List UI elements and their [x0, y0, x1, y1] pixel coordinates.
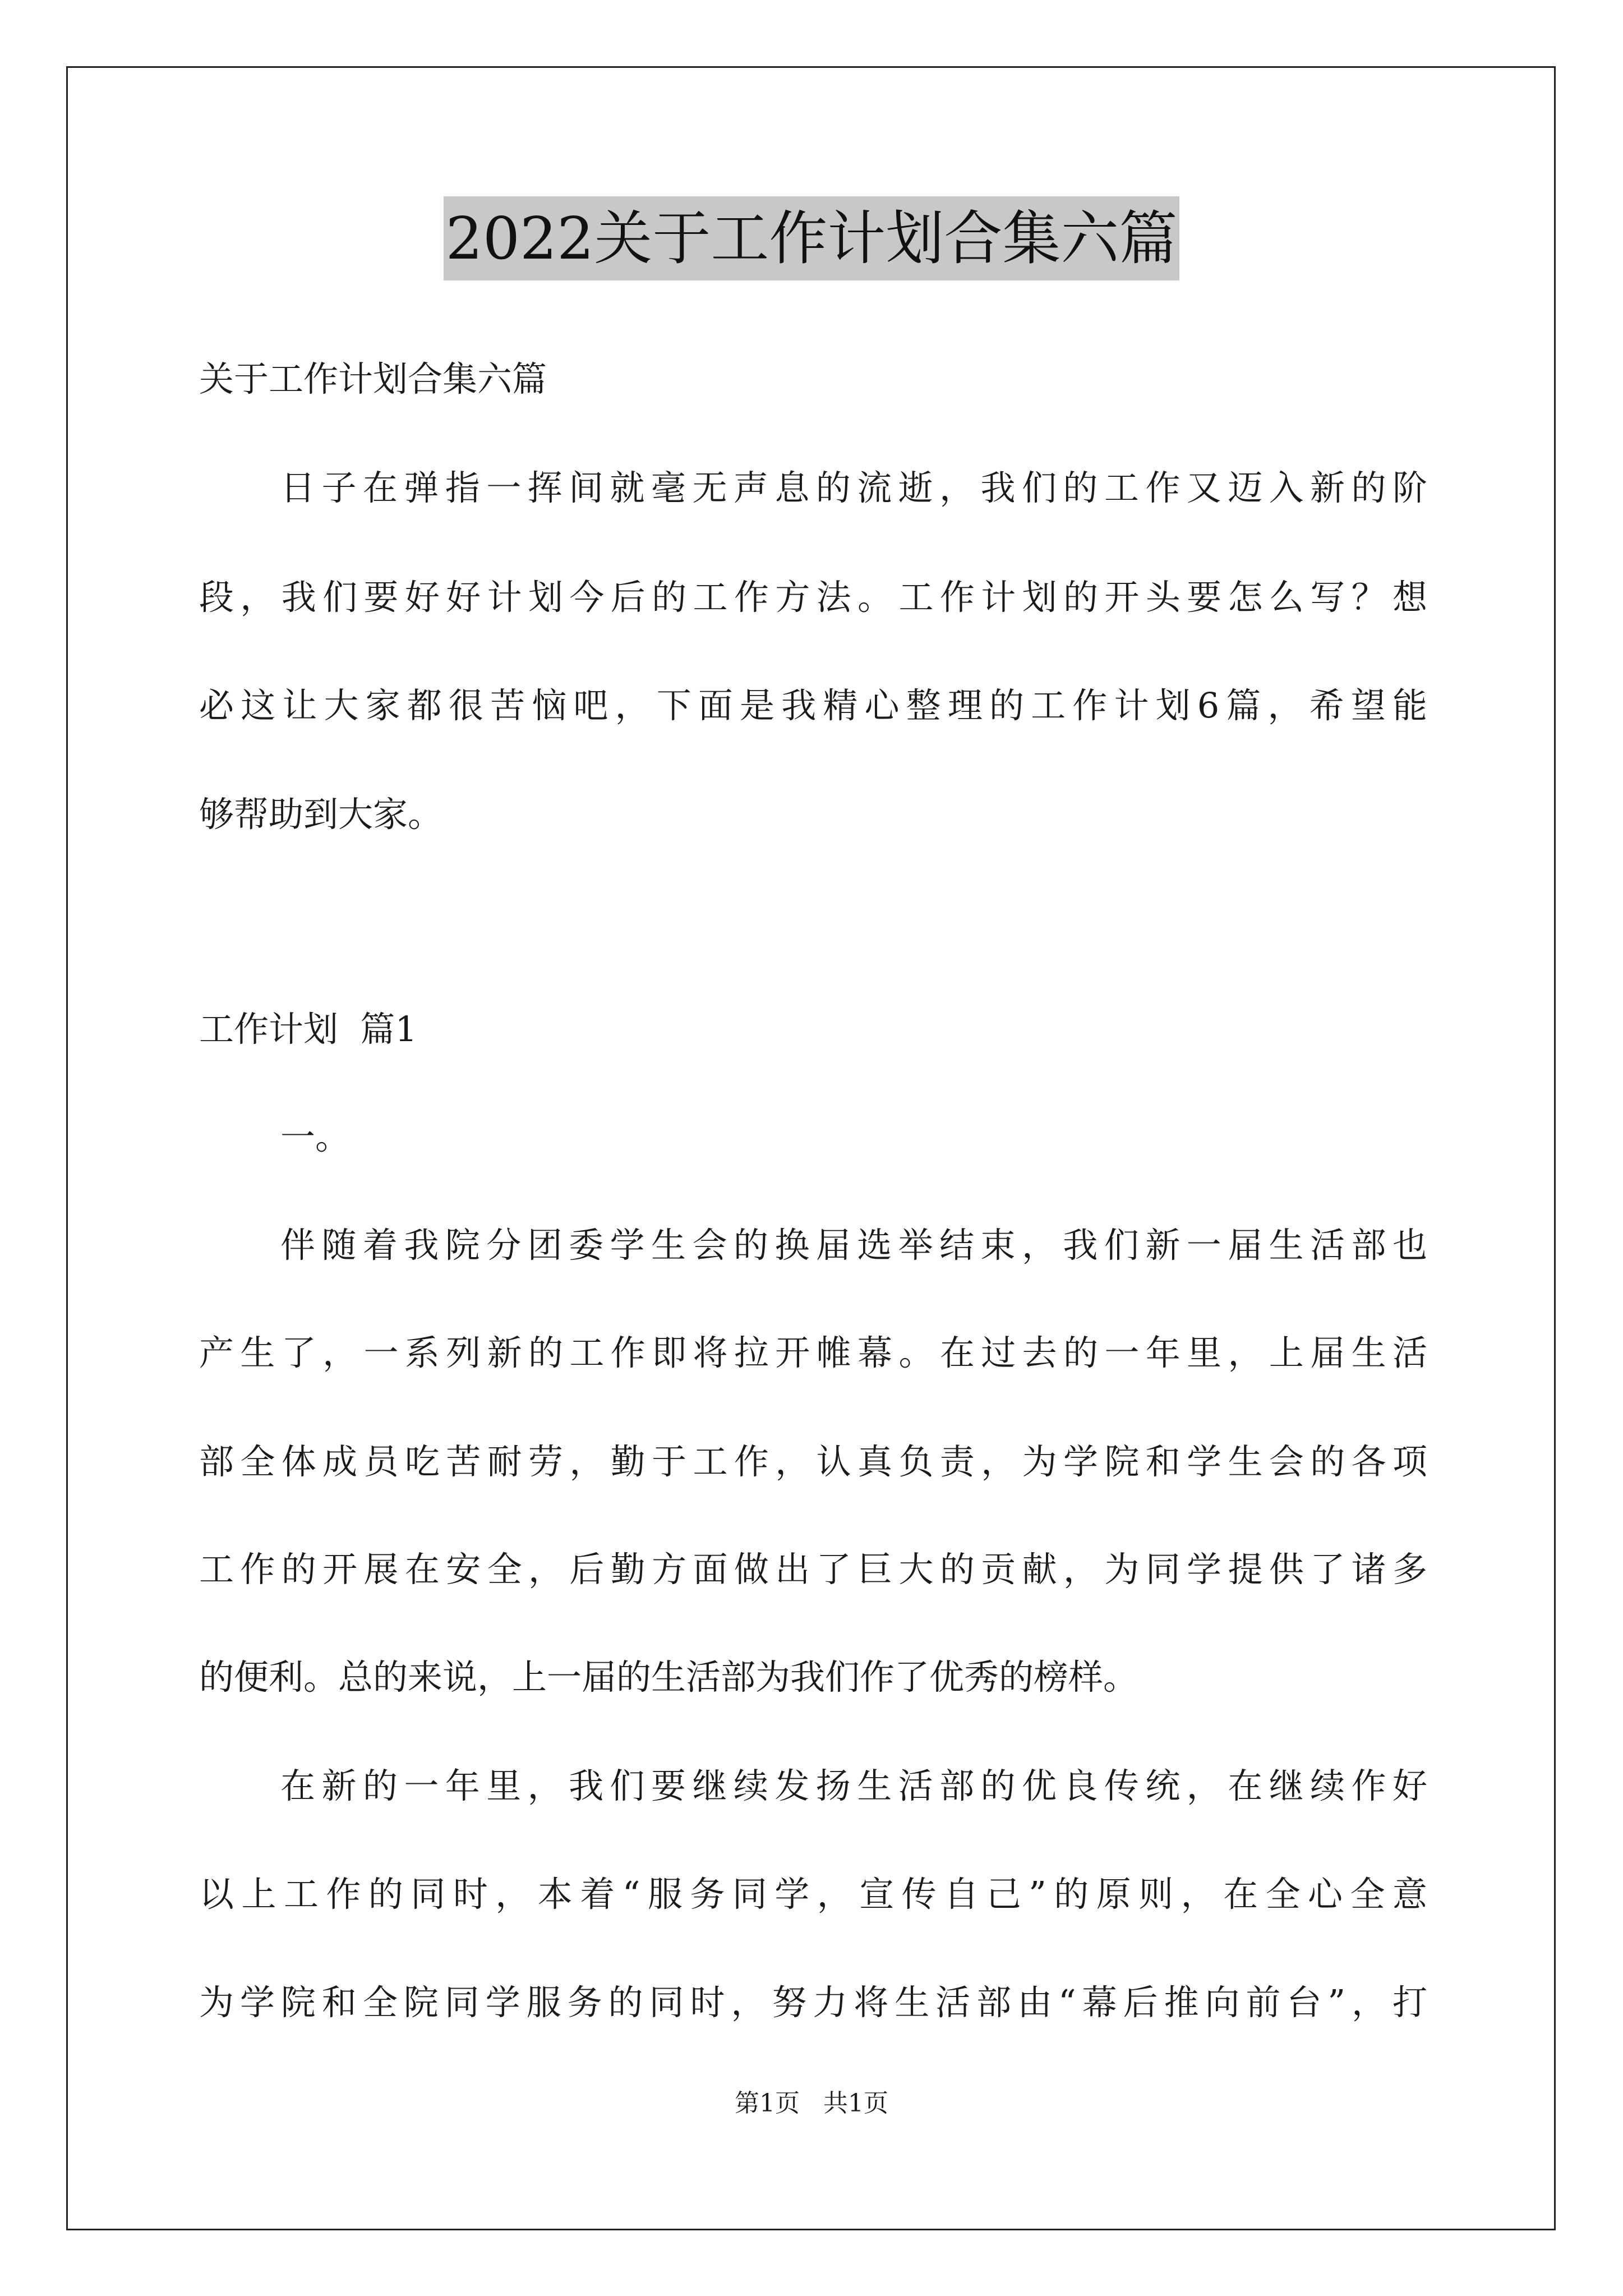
section-number: 一。: [280, 1116, 351, 1157]
page-number: 第1页 共1页: [735, 2089, 888, 2118]
document-title: 2022关于工作计划合集六篇: [444, 196, 1180, 280]
intro-line: 必这让大家都很苦恼吧，下面是我精心整理的工作计划6篇，希望能: [199, 685, 1427, 726]
paragraph-line: 在新的一年里，我们要继续发扬生活部的优良传统，在继续作好: [280, 1765, 1427, 1806]
paragraph-line: 以上工作的同时，本着“服务同学，宣传自己”的原则，在全心全意: [199, 1874, 1427, 1915]
paragraph-line: 为学院和全院同学服务的同时，努力将生活部由“幕后推向前台”，打: [199, 1982, 1427, 2023]
intro-line: 段，我们要好好计划今后的工作方法。工作计划的开头要怎么写？想: [199, 577, 1427, 618]
paragraph-line: 工作的开展在安全，后勤方面做出了巨大的贡献，为同学提供了诸多: [199, 1549, 1427, 1590]
paragraph-line: 产生了，一系列新的工作即将拉开帷幕。在过去的一年里，上届生活: [199, 1332, 1427, 1373]
title-container: [0, 196, 1623, 280]
document-subtitle: 关于工作计划合集六篇: [199, 358, 547, 399]
intro-line: 够帮助到大家。: [199, 794, 443, 835]
paragraph-line: 部全体成员吃苦耐劳，勤于工作，认真负责，为学院和学生会的各项: [199, 1441, 1427, 1482]
intro-line: 日子在弹指一挥间就毫无声息的流逝，我们的工作又迈入新的阶: [280, 467, 1427, 508]
paragraph-line: 伴随着我院分团委学生会的换届选举结束，我们新一届生活部也: [280, 1225, 1427, 1266]
section-heading: 工作计划 篇1: [199, 1009, 417, 1050]
paragraph-line: 的便利。总的来说，上一届的生活部为我们作了优秀的榜样。: [199, 1657, 1138, 1697]
